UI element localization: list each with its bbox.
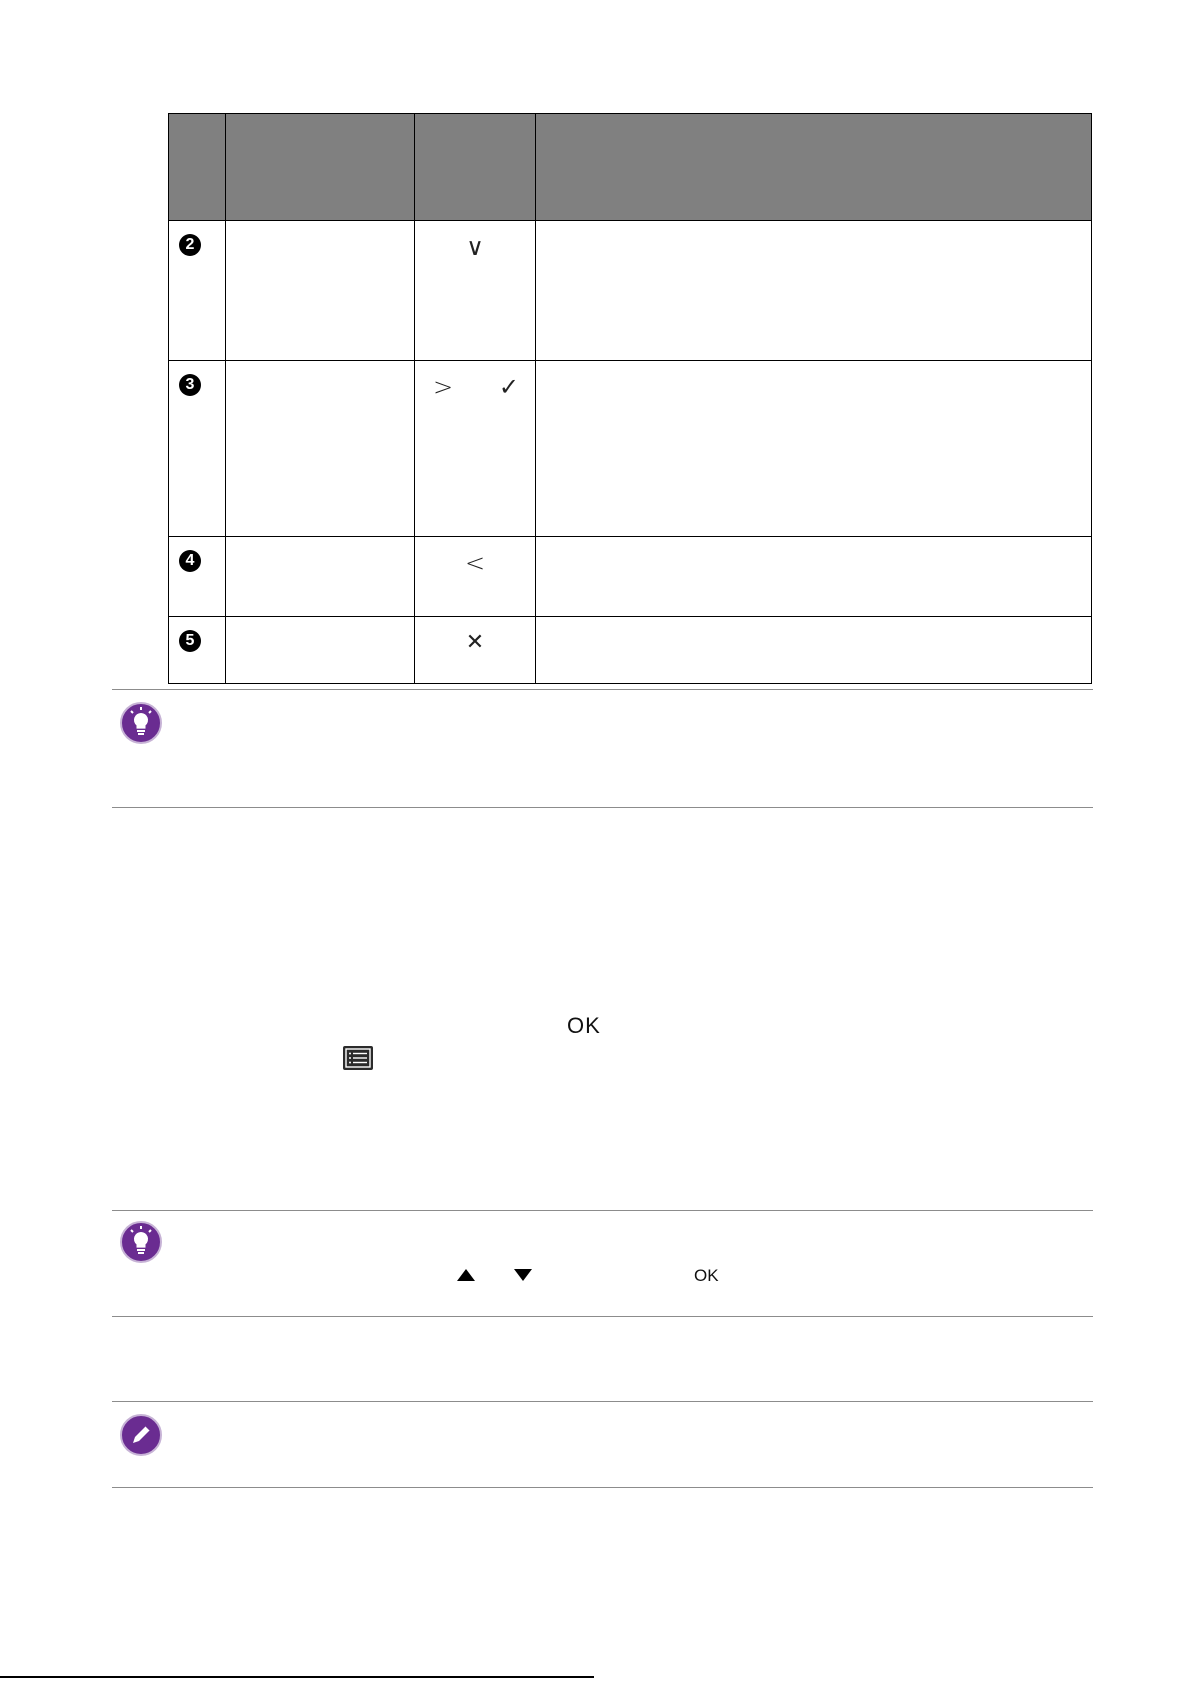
row-number-cell (169, 361, 226, 537)
triangle-up-icon (456, 1268, 476, 1282)
close-icon: ✕ (465, 630, 485, 655)
number-badge: 3 (179, 374, 201, 396)
control-keys-table (168, 113, 1092, 684)
table-row (169, 221, 1092, 361)
row-number-cell (169, 617, 226, 684)
header-cell-number (169, 114, 226, 221)
check-icon: ✓ (498, 373, 519, 401)
header-cell-name (226, 114, 415, 221)
tip-bottom-rule (112, 1316, 1093, 1317)
row-function-cell (536, 617, 1092, 684)
number-badge: 2 (179, 234, 201, 256)
lightbulb-tip-icon (119, 701, 163, 745)
chevron-left-icon: < (464, 549, 486, 577)
ok-key-label: OK (694, 1266, 719, 1285)
note-top-rule (112, 1401, 1093, 1402)
row-name-cell (226, 361, 415, 537)
table-row (169, 617, 1092, 684)
row-icon-cell (415, 617, 536, 684)
number-badge: 5 (179, 630, 201, 652)
lightbulb-tip-icon (119, 1220, 163, 1264)
row-number-cell (169, 221, 226, 361)
pencil-note-icon (119, 1413, 163, 1457)
tip-top-rule (112, 689, 1093, 690)
row-function-cell (536, 221, 1092, 361)
row-number-cell (169, 537, 226, 617)
row-icon-cell (415, 537, 536, 617)
row-function-cell (536, 537, 1092, 617)
row-name-cell (226, 221, 415, 361)
triangle-down-icon (513, 1268, 533, 1282)
table-row (169, 361, 1092, 537)
ok-key-label: OK (567, 1013, 601, 1038)
chevron-down-icon: ∨ (466, 233, 484, 261)
header-cell-function (536, 114, 1092, 221)
number-badge: 4 (179, 550, 201, 572)
row-name-cell (226, 537, 415, 617)
row-icon-cell (415, 361, 536, 537)
row-name-cell (226, 617, 415, 684)
tip-bottom-rule (112, 807, 1093, 808)
chevron-right-icon: > (433, 373, 454, 401)
tip-top-rule (112, 1210, 1093, 1211)
footer-rule (0, 1676, 594, 1678)
row-function-cell (536, 361, 1092, 537)
table-header-row (169, 114, 1092, 221)
header-cell-icon (415, 114, 536, 221)
row-icon-cell (415, 221, 536, 361)
menu-list-icon (343, 1046, 373, 1070)
table-row (169, 537, 1092, 617)
note-bottom-rule (112, 1487, 1093, 1488)
